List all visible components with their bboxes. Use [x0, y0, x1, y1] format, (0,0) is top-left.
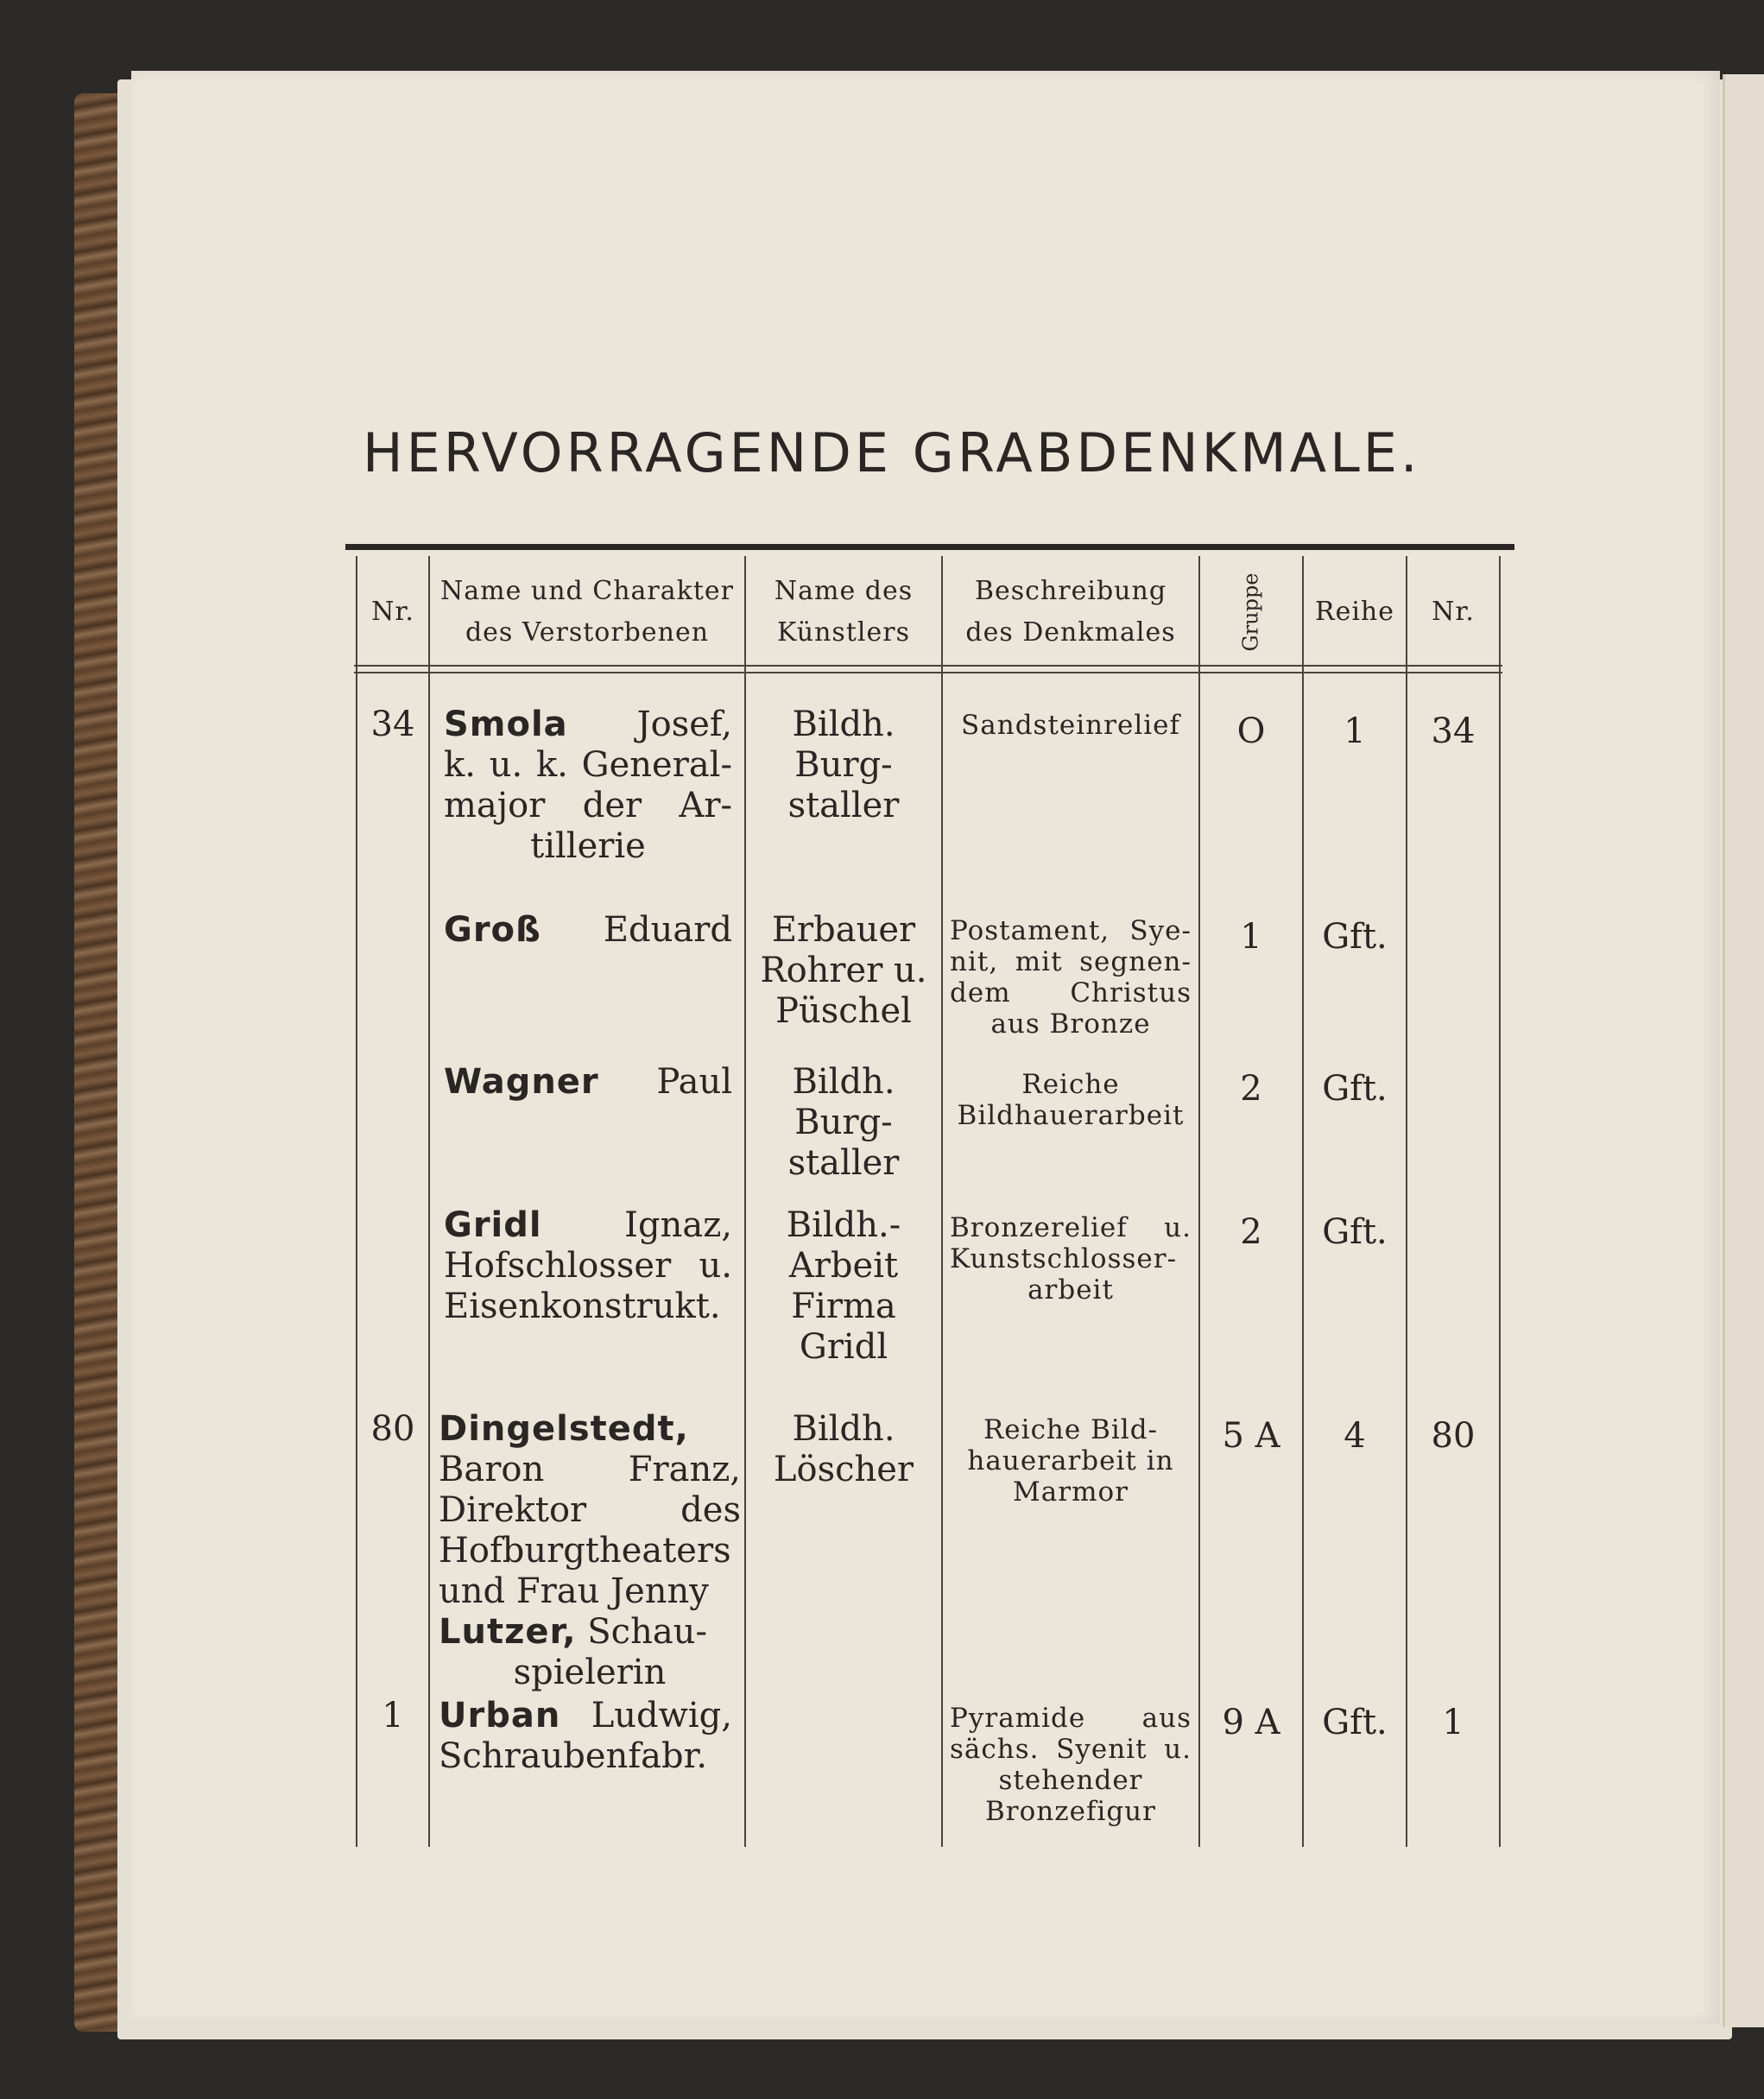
row-4-name-line: Hofschlosser u.: [444, 1246, 732, 1286]
row-2-reihe: Gft.: [1322, 917, 1388, 957]
header-name-line: des Verstorbenen: [465, 617, 710, 648]
facing-page-edge: [1723, 74, 1764, 2027]
row-5-name-line: Baron Franz,: [439, 1450, 741, 1489]
row-5-name-line: Hofburgtheaters: [439, 1531, 731, 1571]
row-1-name-line: tillerie: [530, 826, 646, 866]
row-3-surname: Wagner: [444, 1062, 599, 1102]
row-4-artist-line: Arbeit: [788, 1246, 899, 1286]
header-description-line: des Denkmales: [965, 617, 1176, 648]
row-1-nr: 34: [370, 705, 415, 744]
header-name-line: Name und Charakter: [440, 576, 734, 606]
row-2-name: [444, 910, 732, 951]
row-5-name-line: [439, 1612, 741, 1653]
header-rule: [354, 665, 1502, 667]
row-6-grave-nr: 1: [1442, 1703, 1464, 1742]
row-3-name-text: Paul: [598, 1062, 732, 1102]
row-4-reihe: Gft.: [1322, 1212, 1388, 1252]
row-4-name-line: Eisenkonstrukt.: [444, 1287, 721, 1326]
table-top-rule: [345, 544, 1514, 550]
row-6-description-line: stehender: [998, 1765, 1143, 1796]
row-3-artist-line: Bildh.: [792, 1062, 895, 1102]
row-6-description-line: Bronzefigur: [985, 1796, 1156, 1827]
row-1-artist-line: Bildh.: [792, 705, 895, 744]
row-1-artist: [746, 705, 941, 826]
row-6-description-line: Pyramide aus: [950, 1703, 1192, 1734]
row-3-artist-line: Burg-: [794, 1103, 893, 1142]
row-4-description-line: arbeit: [1027, 1274, 1114, 1306]
row-1-description: [950, 710, 1192, 741]
row-3-name-line: [444, 1062, 732, 1103]
header-artist: [746, 565, 941, 660]
row-4-surname: Gridl: [444, 1205, 542, 1245]
row-5-artist: [746, 1409, 941, 1490]
row-2-description-line: nit, mit segnen-: [950, 946, 1192, 977]
row-1-name-text: Josef,: [567, 705, 732, 744]
row-3-name: [444, 1062, 732, 1103]
row-4-description-line: Bronzerelief u.: [950, 1212, 1192, 1243]
row-5-surname: Dingelstedt,: [439, 1409, 689, 1449]
row-5-description-line: Marmor: [1013, 1476, 1129, 1508]
row-6-nr: 1: [382, 1696, 404, 1735]
row-5-description: [950, 1414, 1192, 1508]
row-4-name-line: [444, 1205, 732, 1246]
row-1-grave-nr: 34: [1431, 711, 1476, 751]
row-2-surname: Groß: [444, 910, 541, 950]
row-1-artist-line: Burg-: [794, 745, 893, 785]
row-2-name-text: Eduard: [541, 910, 732, 950]
row-2-description-line: aus Bronze: [990, 1008, 1151, 1040]
col-line: [1499, 556, 1501, 1847]
row-1-surname: Smola: [444, 705, 568, 744]
col-line: [356, 556, 357, 1847]
header-gruppe-text: Gruppe: [1239, 572, 1263, 652]
header-gruppe: [1200, 565, 1302, 660]
row-2-description: [950, 915, 1192, 1040]
row-2-description-line: dem Christus: [950, 977, 1192, 1008]
col-line: [941, 556, 943, 1847]
header-reihe: Reihe: [1314, 597, 1394, 627]
row-4-artist: [746, 1205, 941, 1368]
row-5-grave-nr: 80: [1431, 1416, 1476, 1456]
row-5-description-line: Reiche Bild-: [983, 1414, 1159, 1445]
row-4-artist-line: Gridl: [799, 1327, 888, 1367]
row-5-name-line: und Frau Jenny: [439, 1571, 709, 1611]
monuments-table: [354, 556, 1502, 1847]
row-4-description-line: Kunstschlosser-: [950, 1243, 1178, 1274]
row-2-artist-line: Püschel: [775, 991, 912, 1031]
header-nr: Nr.: [371, 597, 414, 627]
row-2-artist: [746, 910, 941, 1032]
row-1-name-line: k. u. k. General-: [444, 745, 732, 785]
row-2-artist-line: Erbauer: [771, 910, 916, 950]
row-3-gruppe: 2: [1240, 1069, 1262, 1109]
header-artist-line: Künstlers: [777, 617, 910, 648]
row-1-artist-line: staller: [787, 786, 900, 825]
row-5-name-line: [439, 1409, 741, 1450]
row-4-description: [950, 1212, 1192, 1306]
row-5-name: [439, 1409, 741, 1693]
row-5-name-text: Schau-: [576, 1612, 707, 1652]
row-5-gruppe: 5 A: [1222, 1416, 1280, 1456]
row-1-gruppe: O: [1236, 711, 1266, 751]
header-nr-grave: Nr.: [1432, 597, 1475, 627]
row-5-name-line: Direktor des: [439, 1490, 741, 1530]
row-3-artist-line: staller: [787, 1143, 900, 1183]
row-4-artist-line: Bildh.-: [786, 1205, 901, 1245]
row-5-artist-line: Löscher: [773, 1450, 914, 1489]
row-6-name-line: Schraubenfabr.: [439, 1736, 708, 1776]
row-1-name-line: major der Ar-: [444, 786, 732, 825]
row-5-name-line: spielerin: [513, 1653, 667, 1692]
row-1-name: [444, 705, 732, 867]
header-artist-line: Name des: [774, 576, 914, 606]
row-3-description-line: Bildhauerarbeit: [957, 1100, 1185, 1131]
row-6-name-text: Ludwig,: [560, 1696, 732, 1735]
row-4-artist-line: Firma: [791, 1287, 896, 1326]
col-line: [428, 556, 430, 1847]
row-2-name-line: [444, 910, 732, 951]
row-6-description-line: sächs. Syenit u.: [950, 1734, 1192, 1765]
row-3-reihe: Gft.: [1322, 1069, 1388, 1109]
row-2-artist-line: Rohrer u.: [760, 951, 927, 990]
row-3-artist: [746, 1062, 941, 1184]
header-description-line: Beschreibung: [974, 576, 1167, 606]
row-6-gruppe: 9 A: [1222, 1703, 1280, 1742]
row-6-description: [950, 1703, 1192, 1827]
header-description: [943, 565, 1198, 660]
row-5-description-line: hauerarbeit in: [967, 1445, 1174, 1476]
row-6-name-line: [439, 1696, 732, 1736]
row-1-description-line: Sandsteinrelief: [961, 710, 1180, 741]
row-2-gruppe: 1: [1240, 917, 1262, 957]
row-6-name: [439, 1696, 732, 1777]
row-4-gruppe: 2: [1240, 1212, 1262, 1252]
header-name: [430, 565, 744, 660]
row-3-description-line: Reiche: [1021, 1069, 1120, 1100]
row-4-name: [444, 1205, 732, 1327]
row-5-artist-line: Bildh.: [792, 1409, 895, 1449]
row-1-name-line: [444, 705, 732, 745]
row-3-description: [950, 1069, 1192, 1131]
row-2-description-line: Postament, Sye-: [950, 915, 1192, 946]
row-1-reihe: 1: [1344, 711, 1366, 751]
row-5-surname-2: Lutzer,: [439, 1612, 577, 1652]
row-4-name-text: Ignaz,: [541, 1205, 732, 1245]
page-title: HERVORRAGENDE GRABDENKMALE.: [363, 421, 1421, 484]
header-rule: [354, 672, 1502, 673]
row-6-reihe: Gft.: [1322, 1703, 1388, 1742]
row-5-nr: 80: [370, 1409, 415, 1449]
row-6-surname: Urban: [439, 1696, 561, 1735]
row-5-reihe: 4: [1344, 1416, 1366, 1456]
